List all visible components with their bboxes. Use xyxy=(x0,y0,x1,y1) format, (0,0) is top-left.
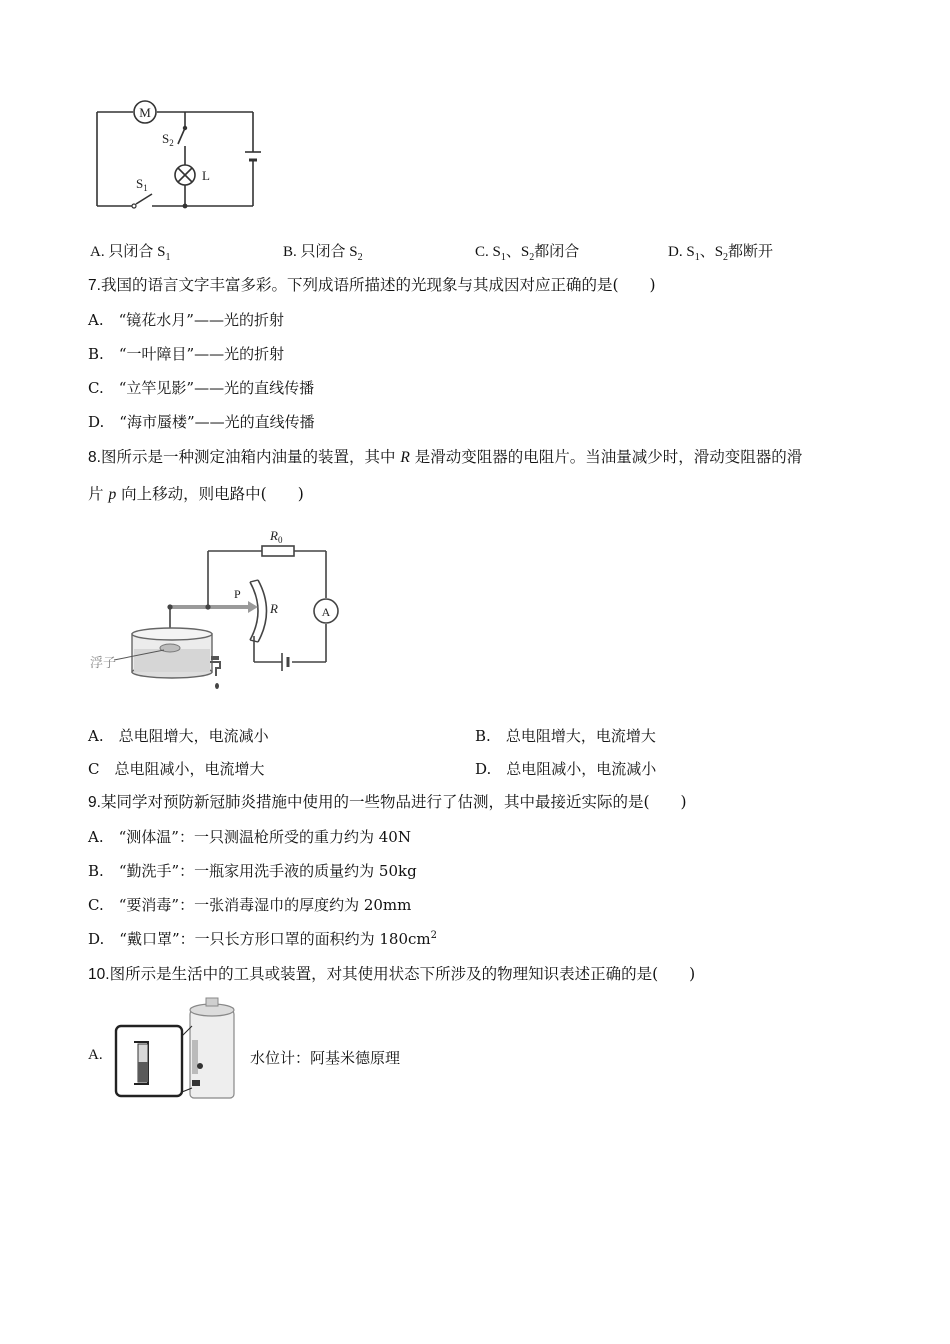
s1-label: $S_1$ xyxy=(136,176,148,193)
float-label: 浮子 xyxy=(90,655,117,670)
q6-circuit-figure xyxy=(90,96,270,218)
slider-p-arm xyxy=(167,587,258,613)
r-label: R xyxy=(270,601,278,616)
ammeter-label: A xyxy=(321,605,331,619)
q7-option-a[interactable]: A. “镜花水月”——光的折射 xyxy=(88,311,284,329)
q8-option-d[interactable]: D. 总电阻减小，电流减小 xyxy=(475,760,657,778)
r0-resistor xyxy=(262,528,294,556)
q9-option-b[interactable]: B. “勤洗手”：一瓶家用洗手液的质量约为 50kg xyxy=(88,862,417,880)
q7-option-d[interactable]: D. “海市蜃楼”——光的直线传播 xyxy=(88,413,315,431)
gauge-inset xyxy=(116,1026,192,1096)
sliding-rheostat-r xyxy=(250,580,278,642)
q8-option-a[interactable]: A. 总电阻增大，电流减小 xyxy=(88,727,269,745)
q9-option-c[interactable]: C. “要消毒”：一张消毒湿巾的厚度约为 20mm xyxy=(88,896,412,914)
q8-option-c[interactable]: C 总电阻减小，电流增大 xyxy=(88,760,265,778)
oil-tank xyxy=(90,628,220,689)
q6-option-a[interactable]: A. 只闭合 $S_1$ xyxy=(90,244,171,263)
water-level-gauge-figure xyxy=(112,996,240,1102)
motor-label: M xyxy=(139,105,151,120)
s2-label: $S_2$ xyxy=(162,131,174,148)
ammeter-symbol xyxy=(314,599,338,623)
q8-option-b[interactable]: B. 总电阻增大，电流增大 xyxy=(475,727,656,745)
q8-stem-line2: 片 p 向上移动，则电路中( ) xyxy=(88,485,304,503)
q9-option-d[interactable]: D. “戴口罩”：一只长方形口罩的面积约为 $180cm^2$ xyxy=(88,930,438,948)
lamp-label: L xyxy=(202,168,210,183)
q8-stem-line1: 8.图所示是一种测定油箱内油量的装置，其中 R 是滑动变阻器的电阻片。当油量减少时，滑动变阻器的滑 xyxy=(88,448,803,466)
q6-option-b[interactable]: B. 只闭合 $S_2$ xyxy=(283,244,363,263)
q8-oil-gauge-figure xyxy=(84,524,344,700)
q9-stem: 9.某同学对预防新冠肺炎措施中使用的一些物品进行了估测，其中最接近实际的是( ) xyxy=(88,793,687,811)
q7-option-b[interactable]: B. “一叶障目”——光的折射 xyxy=(88,345,285,363)
q7-option-c[interactable]: C. “立竿见影”——光的直线传播 xyxy=(88,379,315,397)
q7-stem: 7.我国的语言文字丰富多彩。下列成语所描述的光现象与其成因对应正确的是( ) xyxy=(88,276,656,294)
p-label: P xyxy=(234,587,241,601)
q6-option-c[interactable]: C. $S_1$、$S_2$都闭合 xyxy=(475,244,580,263)
motor-symbol xyxy=(134,101,156,123)
q10-option-a-text: 水位计：阿基米德原理 xyxy=(250,1049,401,1067)
q10-option-a-key[interactable]: A. xyxy=(88,1047,103,1063)
q6-option-d[interactable]: D. $S_1$、$S_2$都断开 xyxy=(668,244,774,263)
boiler-tank xyxy=(190,998,234,1098)
q9-option-a[interactable]: A. “测体温”：一只测温枪所受的重力约为 40N xyxy=(88,828,411,846)
q10-stem: 10.图所示是生活中的工具或装置，对其使用状态下所涉及的物理知识表述正确的是( ) xyxy=(88,965,696,983)
r0-label: $R_0$ xyxy=(270,528,283,545)
lamp-symbol xyxy=(175,165,195,185)
